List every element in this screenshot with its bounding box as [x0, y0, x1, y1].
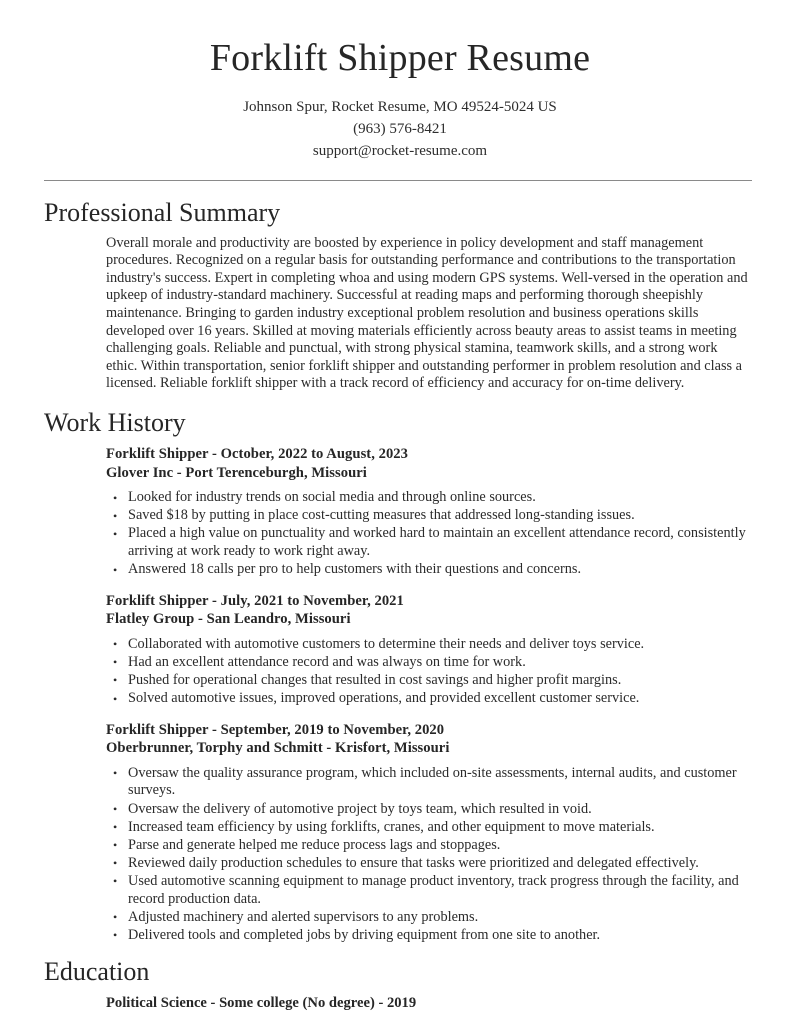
job-employer-line: Oberbrunner, Torphy and Schmitt - Krisfort, Missouri: [106, 740, 450, 757]
work-history-body: [44, 445, 756, 944]
section-heading-work-history: Work History: [44, 407, 186, 437]
education-entry: Political Science - Some college (No degree) - 2019: [106, 995, 417, 1012]
professional-summary-section: [44, 197, 756, 393]
job-bullet-item: • Solved automotive issues, improved operations, and provided excellent customer service.: [106, 690, 756, 708]
job-bullet-item: • Used automotive scanning equipment to manage product inventory, track progress through the facility, and record production data.: [106, 873, 756, 908]
job-title-line: Forklift Shipper - July, 2021 to November, 2021: [106, 592, 404, 609]
professional-summary-text: Overall morale and productivity are boosted by experience in policy development and staff management procedures. Recognized on a regular basis for outstanding performance and contributions to the transportation industry's success. Expert in completing whoa and using modern GPS systems. Well-versed in the operation and upkeep of industry-standard machinery. Successful at reading maps and performing thorough sheepishly maintenance. Bringing to garden industry exceptional problem resolution and business operations skills developed over 16 years. Skilled at moving materials efficiently across beauty areas to assist teams in meeting challenging goals. Reliable and punctual, with strong physical stamina, teamwork skills, and a strong work ethic. Within transportation, senior forklift shipper and outstanding performer in problem resolution and class a licensed. Reliable forklift shipper with a track record of efficiency and accuracy for on-time delivery.: [106, 234, 748, 392]
job-bullet-item: • Answered 18 calls per pro to help customers with their questions and concerns.: [106, 561, 756, 579]
work-history-section: [44, 407, 756, 944]
job-bullet-item: • Placed a high value on punctuality and worked hard to maintain an excellent attendance record, consistently arriving at work ready to work right away.: [106, 525, 756, 560]
job-bullet-list: [106, 765, 756, 944]
section-heading-professional-summary: Professional Summary: [44, 197, 281, 227]
job-bullet-item: • Pushed for operational changes that resulted in cost savings and higher profit margins.: [106, 672, 756, 690]
education-body: [44, 994, 756, 1013]
job-title-line: Forklift Shipper - October, 2022 to August, 2023: [106, 445, 408, 462]
job-employer-line: Glover Inc - Port Terenceburgh, Missouri: [106, 464, 367, 481]
job-bullet-item: • Collaborated with automotive customers to determine their needs and deliver toys service.: [106, 636, 756, 654]
job-bullet-item: • Adjusted machinery and alerted supervisors to any problems.: [106, 909, 756, 927]
work-history-entry: [106, 445, 756, 579]
job-bullet-item: • Delivered tools and completed jobs by driving equipment from one site to another.: [106, 927, 756, 945]
education-section: [44, 956, 756, 1013]
job-employer-line: Flatley Group - San Leandro, Missouri: [106, 611, 351, 628]
job-bullet-list: [106, 636, 756, 708]
page-title: Forklift Shipper Resume: [209, 37, 591, 79]
work-history-entry: [106, 592, 756, 708]
job-bullet-item: • Parse and generate helped me reduce process lags and stoppages.: [106, 837, 756, 855]
job-bullet-list: [106, 489, 756, 578]
job-bullet-item: • Oversaw the quality assurance program, which included on-site assessments, internal audits, and customer surveys.: [106, 765, 756, 800]
job-bullet-item: • Increased team efficiency by using forklifts, cranes, and other equipment to move materials.: [106, 819, 756, 837]
header-divider: [44, 180, 752, 181]
contact-phone: (963) 576-8421: [353, 120, 447, 137]
professional-summary-body: [44, 235, 756, 393]
job-bullet-item: • Saved $18 by putting in place cost-cutting measures that addressed long-standing issues.: [106, 507, 756, 525]
job-title-line: Forklift Shipper - September, 2019 to November, 2020: [106, 721, 445, 738]
contact-info: [44, 96, 756, 162]
job-bullet-item: • Reviewed daily production schedules to ensure that tasks were prioritized and delegated effectively.: [106, 855, 756, 873]
job-bullet-item: • Had an excellent attendance record and was always on time for work.: [106, 654, 756, 672]
contact-address: Johnson Spur, Rocket Resume, MO 49524-5024 US: [243, 98, 557, 115]
work-history-entry: [106, 721, 756, 945]
job-bullet-item: • Looked for industry trends on social media and through online sources.: [106, 489, 756, 507]
section-heading-education: Education: [44, 957, 150, 987]
contact-email: support@rocket-resume.com: [312, 142, 488, 159]
job-bullet-item: • Oversaw the delivery of automotive project by toys team, which resulted in void.: [106, 801, 756, 819]
